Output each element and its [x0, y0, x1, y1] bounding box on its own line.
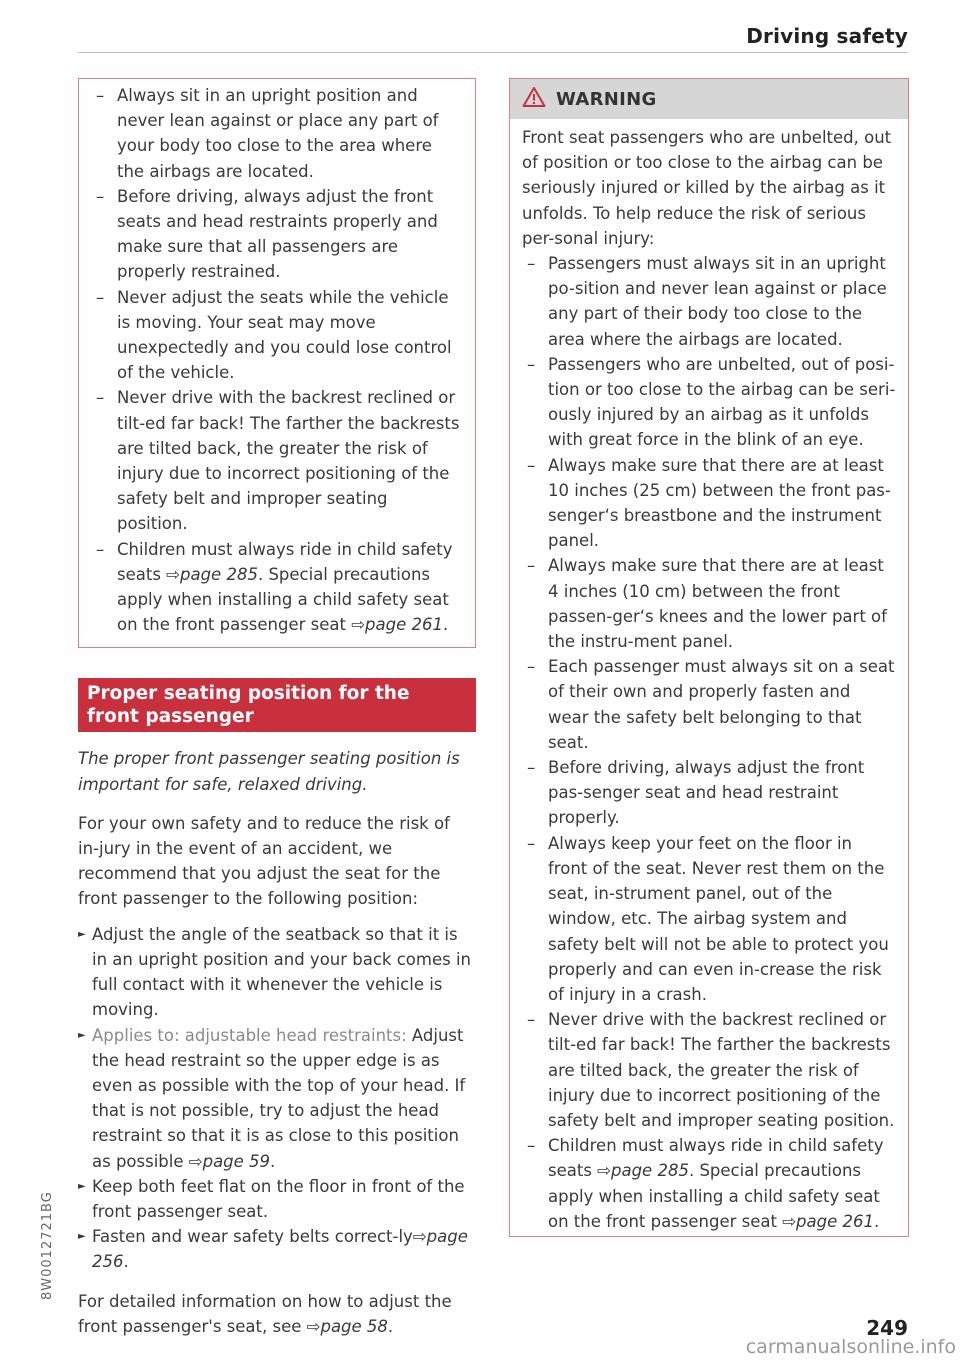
warning-item: – Passengers who are unbelted, out of posi-tion or too close to the airbag can be seri-ously injured by an airbag as it unfolds with great force in the blink of an eye.	[522, 352, 896, 453]
section-intro: The proper front passenger seating position is important for safe, relaxed driving.	[78, 749, 460, 794]
warning-item: – Before driving, always adjust the front seats and head restraints properly and make sure that all passengers are properly restrained.	[91, 184, 461, 285]
right-column	[509, 78, 909, 1237]
warning-item: – Passengers must always sit in an upright po-sition and never lean against or place any part of their body too close to the area where the airbags are located.	[522, 251, 896, 352]
warning-item: – Children must always ride in child safety seats ⇨page 285. Special precautions apply when installing a child safety seat on the front passenger seat ⇨page 261.	[522, 1133, 896, 1234]
warning-item: – Always sit in an upright position and never lean against or place any part of your body too close to the area where the airbags are located.	[91, 83, 461, 184]
footer-paragraph: For detailed information on how to adjust the front passenger's seat, see ⇨page 58.	[78, 1291, 452, 1336]
warning-item: – Each passenger must always sit on a seat of their own and properly fasten and wear the safety belt belonging to that seat.	[522, 654, 896, 755]
warning-body	[510, 119, 908, 1236]
page-reference-link[interactable]: ⇨page 261	[782, 1211, 875, 1231]
page-reference-link[interactable]: ⇨page 285	[597, 1161, 689, 1181]
document-code: 8W0012721BG	[40, 1191, 55, 1300]
warning-item: – Before driving, always adjust the front pas-senger seat and head restraint properly.	[522, 755, 896, 831]
warning-item: – Always make sure that there are at least 10 inches (25 cm) between the front pas-senger‘s breastbone and the instrument panel.	[522, 453, 896, 554]
warning-item: – Never drive with the backrest reclined or tilt-ed far back! The farther the backrests are tilted back, the greater the risk of injury due to incorrect positioning of the safety belt and improper seating position.	[522, 1007, 896, 1133]
page-reference-link[interactable]: ⇨page 59	[188, 1151, 271, 1171]
warning-item: – Always make sure that there are at least 4 inches (10 cm) between the front passen-ger‘s knees and the lower part of the instru-ment panel.	[522, 553, 896, 654]
page-reference-link[interactable]: ⇨page 261	[351, 615, 444, 635]
warning-intro: Front seat passengers who are unbelted, out of position or too close to the airbag can be seriously injured or killed by the airbag as it unfolds. To help reduce the risk of serious per-sonal injury:	[522, 128, 892, 248]
page-reference-link[interactable]: ⇨page 256	[92, 1227, 468, 1272]
warning-item: – Never adjust the seats while the vehicle is moving. Your seat may move unexpectedly and you could lose control of the vehicle.	[91, 285, 461, 386]
section-heading: Proper seating position for the front passenger	[78, 678, 476, 732]
warning-box	[509, 78, 909, 1237]
warning-item: – Never drive with the backrest reclined or tilt-ed far back! The farther the backrests are tilted back, the greater the risk of injury due to incorrect positioning of the safety belt and improper seating position.	[91, 385, 461, 536]
instruction-step: ► Fasten and wear safety belts correct-ly⇨page 256.	[78, 1224, 476, 1274]
warning-item: – Always keep your feet on the floor in front of the seat. Never rest them on the seat, in-strument panel, out of the window, etc. The airbag system and safety belt will not be able to protect you properly and can even in-crease the risk of injury in a crash.	[522, 831, 896, 1007]
warning-title: WARNING	[556, 88, 657, 110]
section-paragraph: For your own safety and to reduce the risk of in-jury in the event of an accident, we recommend that you adjust the seat for the front passenger to the following position:	[78, 813, 450, 909]
warning-continuation-box	[78, 78, 476, 648]
warning-header	[510, 79, 908, 119]
page-reference-link[interactable]: ⇨page 285	[166, 564, 258, 584]
instruction-list	[78, 922, 476, 1275]
page-header-title: Driving safety	[746, 24, 908, 48]
warning-triangle-icon	[522, 86, 546, 112]
watermark-text: carmanualsonline.info	[745, 1336, 956, 1358]
instruction-step: ► Applies to: adjustable head restraints: Adjust the head restraint so the upper edge is as even as possible with the top of your head. If that is not possible, try to adjust the head restraint so that it is as close to this position as possible ⇨page 59.	[78, 1023, 476, 1174]
left-column	[78, 78, 476, 1339]
warning-item: – Children must always ride in child safety seats ⇨page 285. Special precautions apply when installing a child safety seat on the front passenger seat ⇨page 261.	[91, 537, 461, 638]
applies-to-label: Applies to: adjustable head restraints:	[92, 1025, 407, 1045]
header-divider	[78, 52, 908, 53]
page-number: 249	[866, 1316, 908, 1340]
page-reference-link[interactable]: ⇨page 58	[306, 1316, 388, 1336]
instruction-step: ► Keep both feet flat on the floor in front of the front passenger seat.	[78, 1174, 476, 1224]
instruction-step: ► Adjust the angle of the seatback so that it is in an upright position and your back comes in full contact with it whenever the vehicle is moving.	[78, 922, 476, 1023]
